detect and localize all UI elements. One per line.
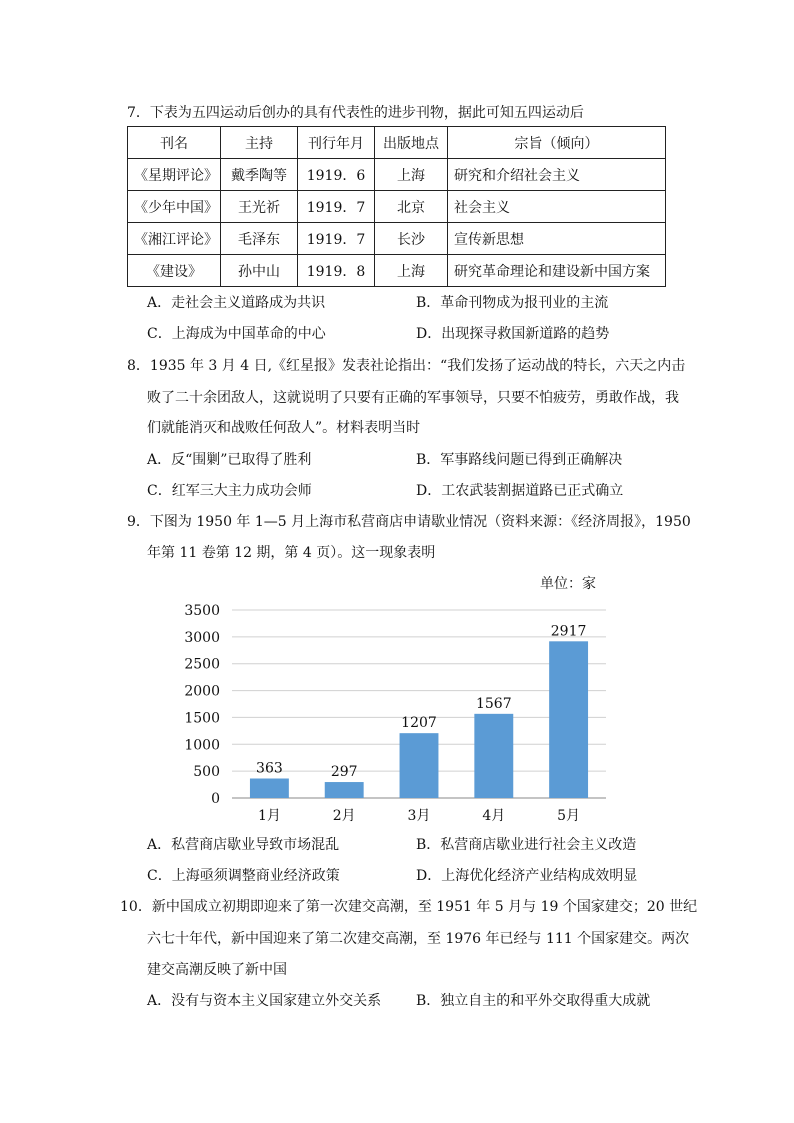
y-tick-label: 2000 <box>184 683 220 700</box>
table-cell: 研究和介绍社会主义 <box>448 159 666 191</box>
q9-option-d[interactable]: D．上海优化经济产业结构成效明显 <box>416 868 638 884</box>
q9-stem-line1: 9．下图为 1950 年 1—5 月上海市私营商店申请歇业情况（资料来源：《经济周报》，1950 <box>127 514 691 530</box>
q7-stem: 7．下表为五四运动后创办的具有代表性的进步刊物，据此可知五四运动后 <box>127 105 584 121</box>
q7-option-c[interactable]: C．上海成为中国革命的中心 <box>147 326 326 342</box>
q9-option-a[interactable]: A．私营商店歇业导致市场混乱 <box>147 837 340 853</box>
q8-option-d[interactable]: D．工农武装割据道路已正式确立 <box>416 483 624 499</box>
bar <box>325 782 364 798</box>
table-cell: 王光祈 <box>221 191 298 223</box>
table-cell: 1919．7 <box>298 191 375 223</box>
q9-option-b[interactable]: B．私营商店歇业进行社会主义改造 <box>416 837 637 853</box>
q10-option-a[interactable]: A．没有与资本主义国家建立外交关系 <box>147 993 382 1009</box>
table-cell: 社会主义 <box>448 191 666 223</box>
bar <box>400 733 439 798</box>
data-label: 1567 <box>475 695 512 712</box>
table-cell: 上海 <box>375 159 448 191</box>
table-cell: 毛泽东 <box>221 223 298 255</box>
table-cell: 上海 <box>375 255 448 287</box>
table-header: 刊行年月 <box>298 127 375 159</box>
x-tick-label: 5月 <box>557 808 581 824</box>
table-cell: 宣传新思想 <box>448 223 666 255</box>
table-header: 出版地点 <box>375 127 448 159</box>
table-cell: 孙中山 <box>221 255 298 287</box>
table-cell: 《建设》 <box>128 255 221 287</box>
table-cell: 《湘江评论》 <box>128 223 221 255</box>
table-cell: 《星期评论》 <box>128 159 221 191</box>
q9-stem-line2: 年第 11 卷第 12 期，第 4 页）。这一现象表明 <box>147 545 436 561</box>
bar <box>250 779 289 798</box>
table-row <box>128 255 666 287</box>
y-tick-label: 3500 <box>184 603 220 619</box>
q8-option-c[interactable]: C．红军三大主力成功会师 <box>147 483 312 499</box>
y-tick-label: 1500 <box>184 710 220 727</box>
q10-stem-line2: 六七十年代，新中国迎来了第二次建交高潮，至 1976 年已经与 111 个国家建交。两次 <box>147 931 690 947</box>
y-tick-label: 2500 <box>184 656 220 673</box>
x-tick-label: 3月 <box>407 808 431 824</box>
journals-table <box>127 126 666 287</box>
y-tick-label: 0 <box>211 791 220 807</box>
table-header: 主持 <box>221 127 298 159</box>
table-cell: 研究革命理论和建设新中国方案 <box>448 255 666 287</box>
y-tick-label: 1000 <box>184 737 220 754</box>
x-tick-label: 2月 <box>332 808 356 824</box>
q8-option-a[interactable]: A．反“围剿”已取得了胜利 <box>147 452 312 468</box>
bar <box>474 714 513 798</box>
table-header: 宗旨（倾向） <box>448 127 666 159</box>
table-cell: 1919．8 <box>298 255 375 287</box>
table-row <box>128 159 666 191</box>
table-cell: 北京 <box>375 191 448 223</box>
bar <box>549 641 588 798</box>
q8-stem-line3: 们就能消灭和战败任何敌人”。材料表明当时 <box>147 420 421 436</box>
q10-stem-line1: 10．新中国成立初期即迎来了第一次建交高潮，至 1951 年 5 月与 19 个国家建交；20 世纪 <box>120 899 698 915</box>
q8-stem-line1: 8．1935 年 3 月 4 日,《红星报》发表社论指出：“我们发扬了运动战的特长，六天之内击 <box>127 358 686 374</box>
chart-unit-label: 单位：家 <box>540 576 596 592</box>
table-header: 刊名 <box>128 127 221 159</box>
table-cell: 《少年中国》 <box>128 191 221 223</box>
q10-stem-line3: 建交高潮反映了新中国 <box>147 962 287 978</box>
x-tick-label: 4月 <box>482 808 506 824</box>
q8-option-b[interactable]: B．军事路线问题已得到正确解决 <box>416 452 623 468</box>
data-label: 2917 <box>550 623 587 640</box>
q9-option-c[interactable]: C．上海亟须调整商业经济政策 <box>147 868 340 884</box>
y-tick-label: 3000 <box>184 629 220 646</box>
q7-option-a[interactable]: A．走社会主义道路成为共识 <box>147 295 326 311</box>
q7-option-b[interactable]: B．革命刊物成为报刊业的主流 <box>416 295 609 311</box>
bar-chart <box>160 598 620 830</box>
q7-option-d[interactable]: D．出现探寻救国新道路的趋势 <box>416 326 610 342</box>
table-header-row <box>128 127 666 159</box>
table-row <box>128 223 666 255</box>
table-row <box>128 191 666 223</box>
q10-option-b[interactable]: B．独立自主的和平外交取得重大成就 <box>416 993 651 1009</box>
data-label: 1207 <box>401 715 437 732</box>
table-cell: 戴季陶等 <box>221 159 298 191</box>
x-tick-label: 1月 <box>257 808 281 824</box>
y-tick-label: 500 <box>193 764 220 781</box>
table-cell: 长沙 <box>375 223 448 255</box>
table-cell: 1919．7 <box>298 223 375 255</box>
data-label: 297 <box>330 764 358 781</box>
data-label: 363 <box>256 760 283 777</box>
q8-stem-line2: 败了二十余团敌人，这就说明了只要有正确的军事领导，只要不怕疲劳，勇敢作战，我 <box>147 390 679 406</box>
table-cell: 1919．6 <box>298 159 375 191</box>
